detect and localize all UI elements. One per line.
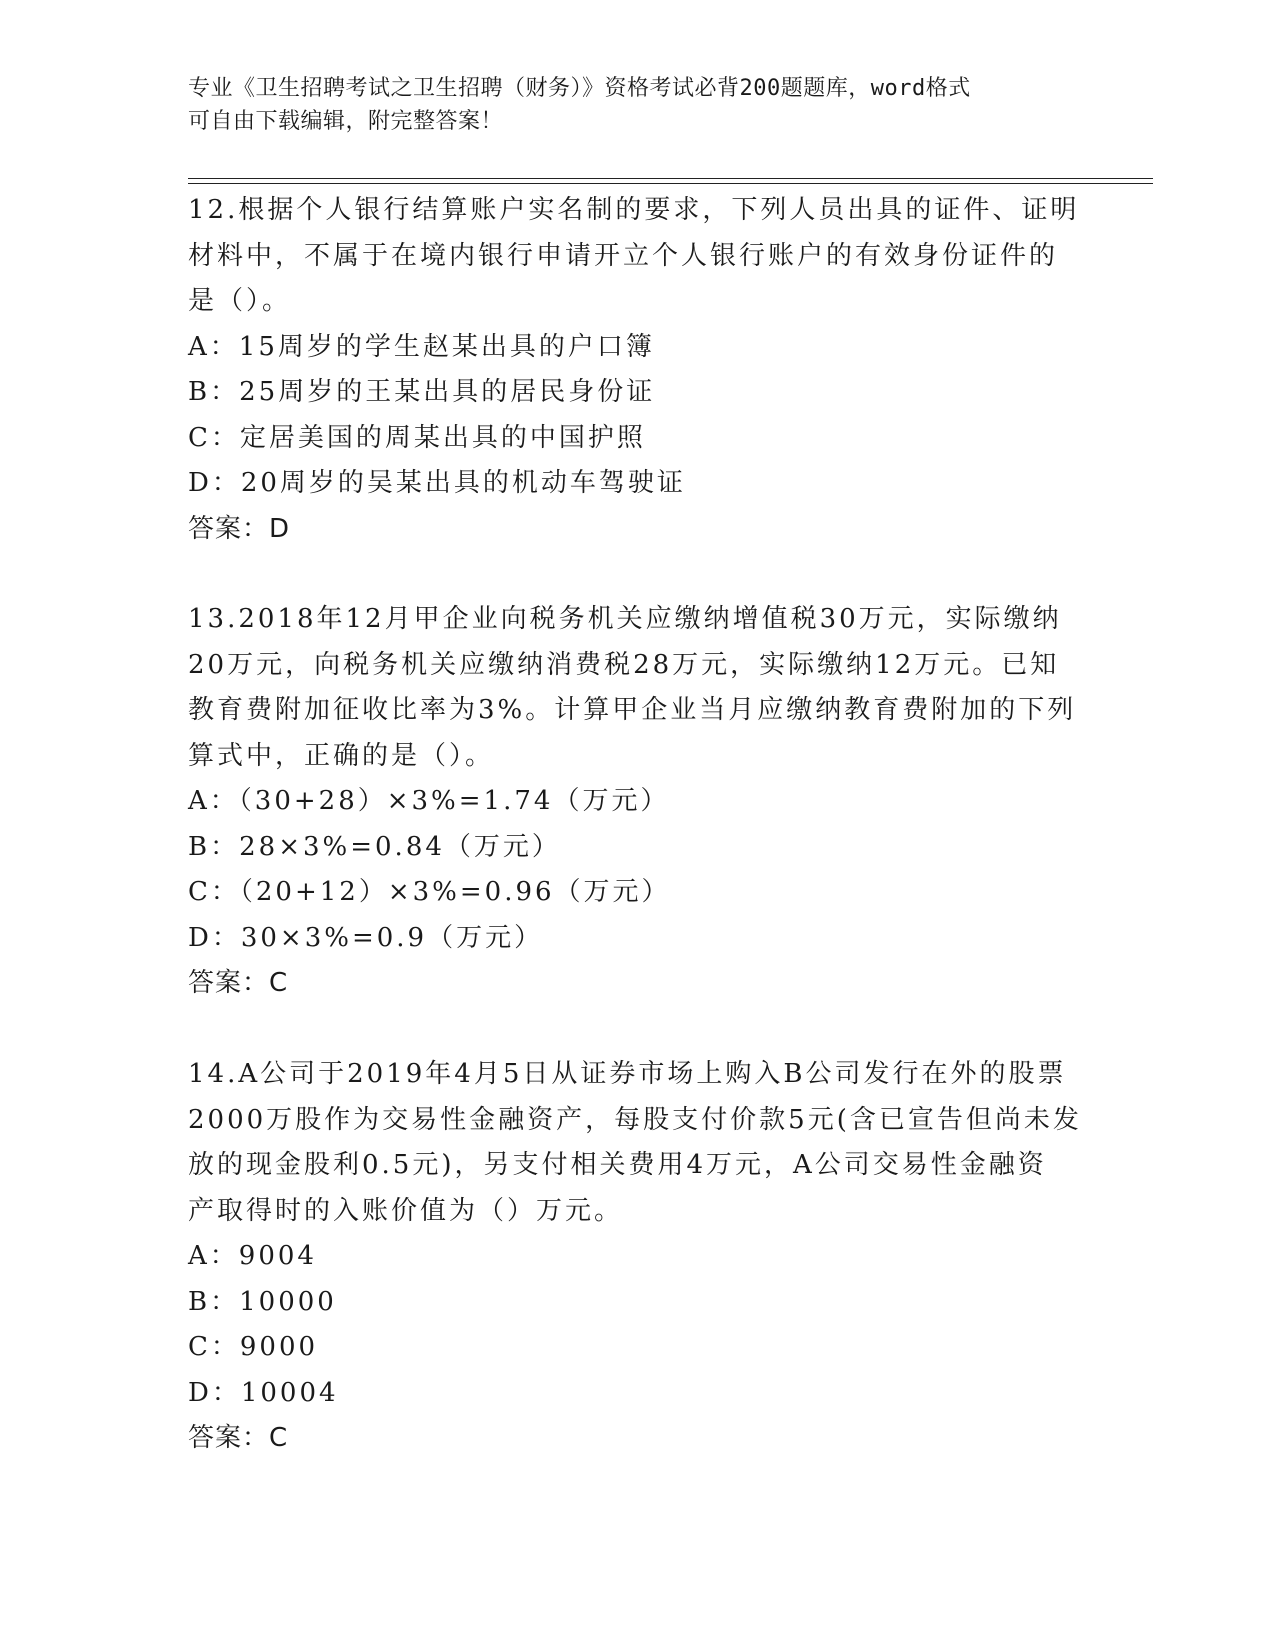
option-a: A：9004 [188, 1241, 317, 1271]
answer-label: 答案：C [188, 968, 289, 998]
option-b: B：25周岁的王某出具的居民身份证 [188, 377, 656, 407]
question-stem-line: 13.2018年12月甲企业向税务机关应缴纳增值税30万元，实际缴纳 [188, 604, 1062, 634]
header-line-2: 可自由下载编辑，附完整答案！ [188, 109, 504, 134]
option-c: C：9000 [188, 1332, 319, 1362]
header-line-1: 专业《卫生招聘考试之卫生招聘（财务）》资格考试必背200题题库，word格式 [188, 76, 971, 101]
question-14 [188, 1052, 1088, 1462]
option-b: B：10000 [188, 1286, 337, 1317]
question-stem-line: 产取得时的入账价值为（）万元。 [188, 1195, 624, 1226]
question-stem-line: 12.根据个人银行结算账户实名制的要求，下列人员出具的证件、证明 [188, 195, 1080, 225]
document-header [188, 72, 1088, 138]
question-stem-line: 算式中，正确的是（）。 [188, 740, 495, 771]
option-d: D：20周岁的吴某出具的机动车驾驶证 [188, 468, 686, 498]
option-c: C：定居美国的周某出具的中国护照 [188, 422, 646, 453]
question-stem-line: 教育费附加征收比率为3%。计算甲企业当月应缴纳教育费附加的下列 [188, 695, 1077, 725]
question-stem-line: 放的现金股利0.5元)，另支付相关费用4万元，A公司交易性金融资 [188, 1150, 1047, 1180]
option-c: C：（20+12）×3%=0.96（万元） [188, 877, 671, 907]
question-12 [188, 188, 1088, 552]
answer-label: 答案：C [188, 1423, 289, 1453]
option-a: A：（30+28）×3%=1.74（万元） [188, 786, 670, 816]
question-stem-line: 材料中，不属于在境内银行申请开立个人银行账户的有效身份证件的 [188, 240, 1059, 271]
question-stem-line: 20万元，向税务机关应缴纳消费税28万元，实际缴纳12万元。已知 [188, 649, 1060, 680]
header-divider-top [188, 178, 1153, 179]
question-stem-line: 是（）。 [188, 286, 292, 316]
option-a: A：15周岁的学生赵某出具的户口簿 [188, 331, 655, 362]
option-d: D：10004 [188, 1377, 339, 1408]
option-b: B：28×3%=0.84（万元） [188, 831, 561, 862]
question-stem-line: 2000万股作为交易性金融资产，每股支付价款5元(含已宣告但尚未发 [188, 1104, 1082, 1135]
option-d: D：30×3%=0.9（万元） [188, 922, 544, 953]
answer-label: 答案：D [188, 513, 291, 544]
question-stem-line: 14.A公司于2019年4月5日从证券市场上购入B公司发行在外的股票 [188, 1059, 1067, 1089]
question-13 [188, 597, 1088, 1007]
header-divider-bottom [188, 183, 1153, 184]
